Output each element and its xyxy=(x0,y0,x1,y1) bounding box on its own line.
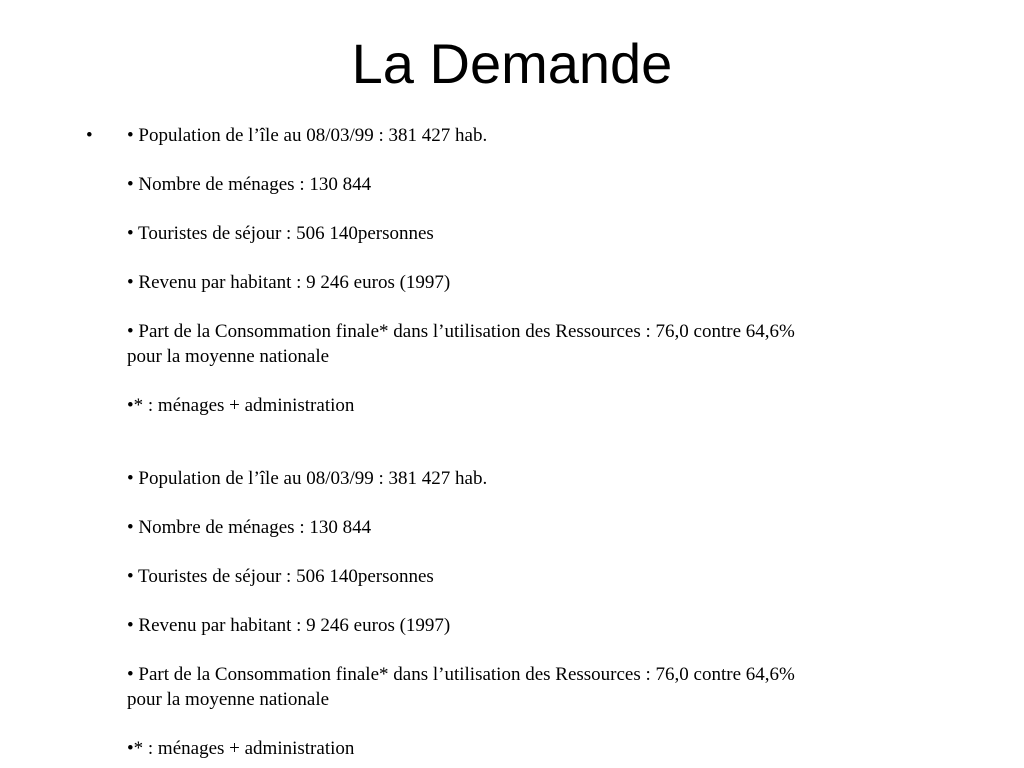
slide-title: La Demande xyxy=(351,32,673,95)
content-block-1 xyxy=(127,124,947,418)
content-block-2 xyxy=(127,467,947,761)
households-line: • Nombre de ménages : 130 844 xyxy=(127,517,372,538)
consumption-line-2: pour la moyenne nationale xyxy=(127,345,330,367)
footnote-line: •* : ménages + administration xyxy=(127,737,355,759)
consumption-line-2: pour la moyenne nationale xyxy=(127,688,330,710)
households-line: • Nombre de ménages : 130 844 xyxy=(127,174,372,195)
population-line: • Population de l’île au 08/03/99 : 381 427 hab. xyxy=(127,468,488,489)
income-line: • Revenu par habitant : 9 246 euros (1997) xyxy=(127,272,451,293)
tourists-line: • Touristes de séjour : 506 140personnes xyxy=(127,223,434,244)
consumption-line-1: • Part de la Consommation finale* dans l’utilisation des Ressources : 76,0 contre 64,6% xyxy=(127,321,795,342)
consumption-line-1: • Part de la Consommation finale* dans l’utilisation des Ressources : 76,0 contre 64,6% xyxy=(127,664,795,685)
population-line: • Population de l’île au 08/03/99 : 381 427 hab. xyxy=(127,125,488,146)
footnote-line: •* : ménages + administration xyxy=(127,394,355,416)
slide-body xyxy=(127,124,947,761)
tourists-line: • Touristes de séjour : 506 140personnes xyxy=(127,566,434,587)
income-line: • Revenu par habitant : 9 246 euros (1997) xyxy=(127,615,451,636)
outer-bullet: • xyxy=(86,125,93,146)
